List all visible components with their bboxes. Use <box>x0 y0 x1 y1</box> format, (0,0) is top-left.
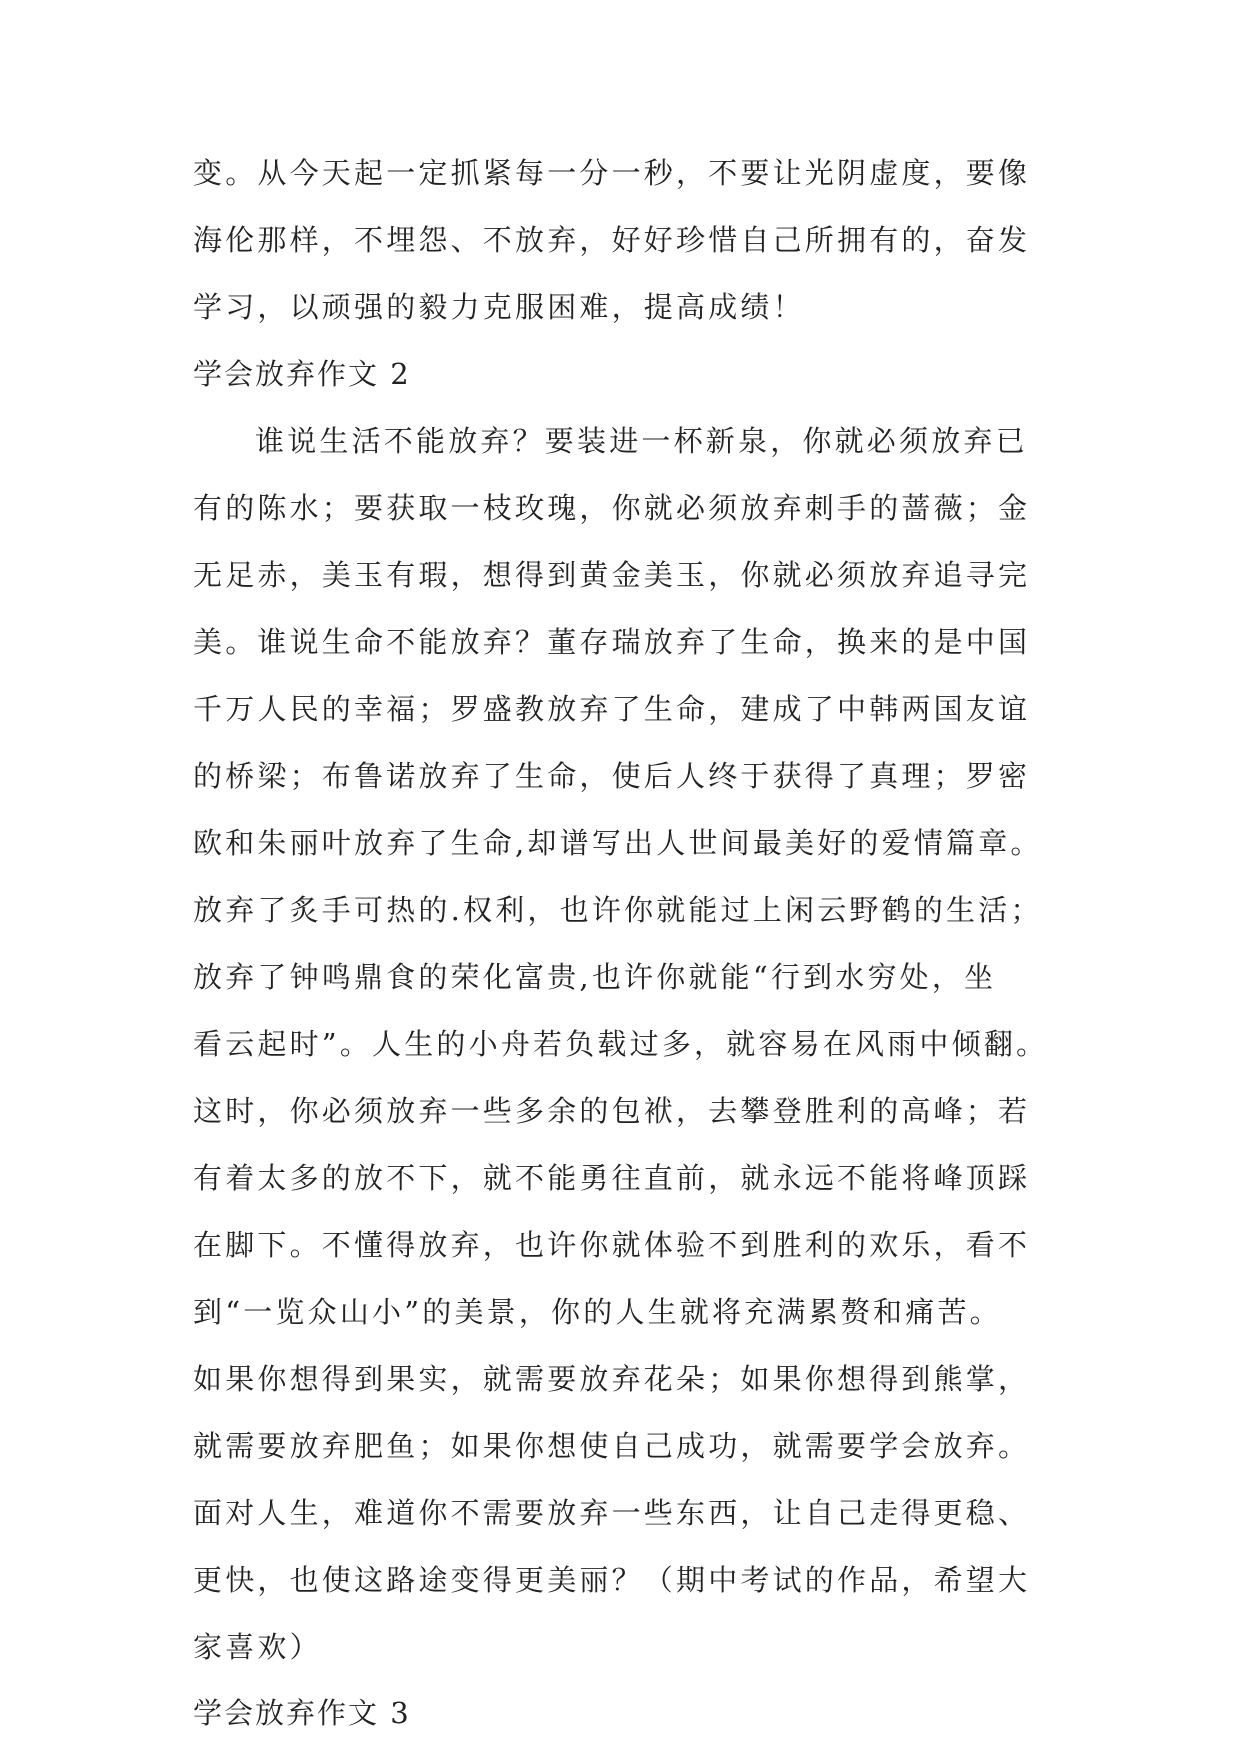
paragraph-line: 美。谁说生命不能放弃？董存瑞放弃了生命，换来的是中国 <box>193 625 1031 659</box>
paragraph-line: 的桥梁；布鲁诺放弃了生命，使后人终于获得了真理；罗密 <box>193 759 1031 793</box>
section-2-paragraph <box>193 408 1053 1681</box>
paragraph-line: 看云起时”。人生的小舟若负载过多，就容易在风雨中倾翻。 <box>193 1027 1049 1061</box>
paragraph-line: 谁说生活不能放弃？要装进一杯新泉，你就必须放弃已 <box>255 424 1028 458</box>
paragraph-line: 如果你想得到果实，就需要放弃花朵；如果你想得到熊掌， <box>193 1362 1031 1396</box>
paragraph-line: 这时，你必须放弃一些多余的包袱，去攀登胜利的高峰；若 <box>193 1094 1031 1128</box>
paragraph-line: 有着太多的放不下，就不能勇往直前，就永远不能将峰顶踩 <box>193 1161 1031 1195</box>
paragraph-line: 学习，以顽强的毅力克服困难，提高成绩！ <box>193 290 805 324</box>
paragraph-line: 有的陈水；要获取一枝玫瑰，你就必须放弃刺手的蔷薇；金 <box>193 491 1031 525</box>
paragraph-line: 千万人民的幸福；罗盛教放弃了生命，建成了中韩两国友谊 <box>193 692 1031 726</box>
paragraph-line: 放弃了钟鸣鼎食的荣化富贵,也许你就能“行到水穷处，坐 <box>193 960 997 994</box>
continuation-paragraph <box>193 140 1053 341</box>
paragraph-line: 在脚下。不懂得放弃，也许你就体验不到胜利的欢乐，看不 <box>193 1228 1031 1262</box>
paragraph-line: 变。从今天起一定抓紧每一分一秒，不要让光阴虚度，要像 <box>193 156 1031 190</box>
paragraph-line: 面对人生，难道你不需要放弃一些东西，让自己走得更稳、 <box>193 1496 1031 1530</box>
paragraph-line: 欧和朱丽叶放弃了生命,却谱写出人世间最美好的爱情篇章。 <box>193 826 1043 860</box>
paragraph-line: 海伦那样，不埋怨、不放弃，好好珍惜自己所拥有的，奋发 <box>193 223 1031 257</box>
section-heading-2: 学会放弃作文 2 <box>193 357 411 391</box>
paragraph-line: 无足赤，美玉有瑕，想得到黄金美玉，你就必须放弃追寻完 <box>193 558 1031 592</box>
paragraph-line: 家喜欢） <box>193 1630 322 1664</box>
paragraph-line: 就需要放弃肥鱼；如果你想使自己成功，就需要学会放弃。 <box>193 1429 1031 1463</box>
section-heading-3: 学会放弃作文 3 <box>193 1696 411 1730</box>
paragraph-line: 放弃了炙手可热的.权利，也许你就能过上闲云野鹤的生活； <box>193 893 1043 927</box>
paragraph-line: 到“一览众山小”的美景，你的人生就将充满累赘和痛苦。 <box>193 1295 1002 1329</box>
paragraph-line: 更快，也使这路途变得更美丽？（期中考试的作品，希望大 <box>193 1563 1031 1597</box>
